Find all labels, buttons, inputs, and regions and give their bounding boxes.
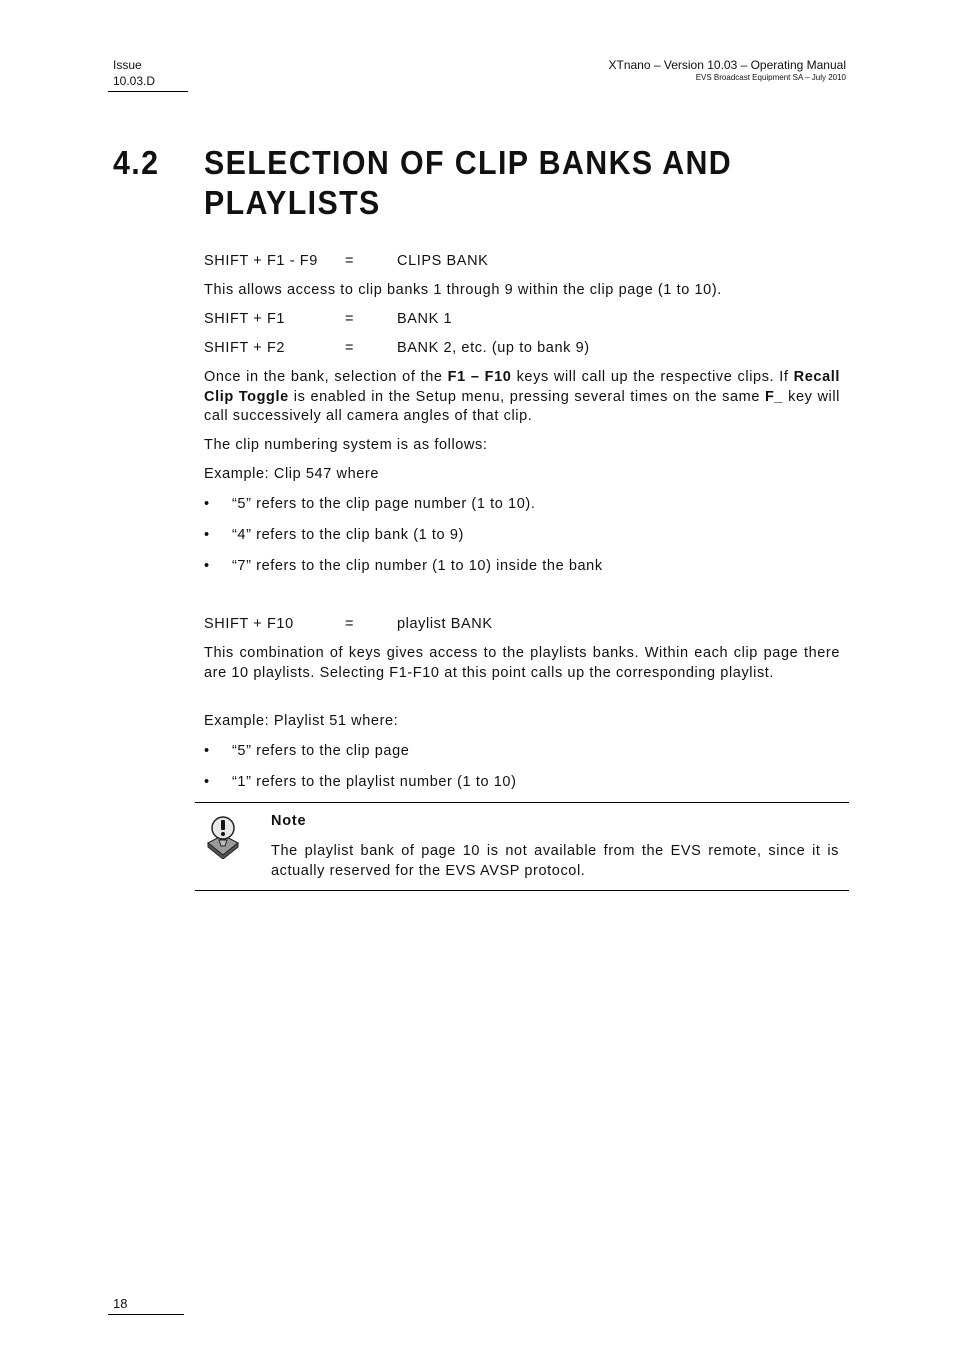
note-bottom-rule <box>195 890 849 891</box>
section-title: SELECTION OF CLIP BANKS AND PLAYLISTS <box>204 144 733 221</box>
shortcut-clips-bank <box>204 252 840 272</box>
bullet-text: “1” refers to the playlist number (1 to 10) <box>232 774 517 790</box>
bullet-icon: • <box>204 558 210 574</box>
shortcut-bank-2 <box>204 339 840 359</box>
header-right <box>609 57 847 83</box>
list-item <box>204 773 840 793</box>
para-text: keys will call up the respective clips. If <box>511 369 794 385</box>
shortcut-eq: = <box>345 340 355 356</box>
list-item <box>204 526 840 546</box>
para-text: Once in the bank, selection of the <box>204 369 448 385</box>
note-title: Note <box>271 813 307 829</box>
list-item <box>204 495 840 515</box>
note-top-rule <box>195 802 849 803</box>
header-left-rule <box>108 91 188 92</box>
bullet-icon: • <box>204 743 210 759</box>
shortcut-key: SHIFT + F1 <box>204 311 286 327</box>
clips-bank-description: This allows access to clip banks 1 through 9 within the clip page (1 to 10). <box>204 282 722 298</box>
note-text: The playlist bank of page 10 is not available from the EVS remote, since it is actually reserved for the EVS AVSP protocol. <box>271 843 839 879</box>
bank-usage-paragraph <box>204 368 840 427</box>
shortcut-playlist-bank <box>204 615 840 635</box>
bullet-text: “4” refers to the clip bank (1 to 9) <box>232 527 464 543</box>
bullet-icon: • <box>204 496 210 512</box>
shortcut-value: BANK 1 <box>397 311 453 327</box>
para-text: key will call successively all camera angles of that clip. <box>204 388 840 424</box>
page-number: 18 <box>113 1296 128 1311</box>
bullet-icon: • <box>204 774 210 790</box>
list-item <box>204 557 840 577</box>
para-bold-key: F_ <box>765 388 784 405</box>
shortcut-eq: = <box>345 616 355 632</box>
shortcut-eq: = <box>345 311 355 327</box>
para-text: is enabled in the Setup menu, pressing several times on the same <box>288 388 765 405</box>
shortcut-value: CLIPS BANK <box>397 253 489 269</box>
note-exclamation-icon <box>204 813 242 859</box>
playlist-example: Example: Playlist 51 where: <box>204 713 399 729</box>
footer-rule <box>108 1314 184 1315</box>
bullet-text: “5” refers to the clip page number (1 to 10). <box>232 496 536 512</box>
numbering-intro: The clip numbering system is as follows: <box>204 437 488 453</box>
shortcut-key: SHIFT + F10 <box>204 616 294 632</box>
bullet-icon: • <box>204 527 210 543</box>
section-number: 4.2 <box>113 144 160 181</box>
shortcut-key: SHIFT + F1 - F9 <box>204 253 318 269</box>
para-bold-keys: F1 – F10 <box>447 369 512 385</box>
shortcut-key: SHIFT + F2 <box>204 340 286 356</box>
clip-example: Example: Clip 547 where <box>204 466 379 482</box>
playlist-description: This combination of keys gives access to the playlists banks. Within each clip page there are 10 playlists. Selecting F1-F10 at this point calls up the corresponding playlist. <box>204 645 840 681</box>
shortcut-value: BANK 2, etc. (up to bank 9) <box>397 340 590 356</box>
shortcut-value: playlist BANK <box>397 616 493 632</box>
bullet-text: “5” refers to the clip page <box>232 743 410 759</box>
para-bold-setting: Recall Clip Toggle <box>204 369 840 405</box>
issue-label: Issue <box>113 58 142 72</box>
bullet-text: “7” refers to the clip number (1 to 10) inside the bank <box>232 558 603 574</box>
publisher: EVS Broadcast Equipment SA – July 2010 <box>695 73 846 82</box>
shortcut-bank-1 <box>204 310 840 330</box>
issue-number: 10.03.D <box>113 74 156 88</box>
shortcut-eq: = <box>345 253 355 269</box>
manual-title: XTnano – Version 10.03 – Operating Manual <box>608 58 846 72</box>
header-issue <box>113 57 155 89</box>
list-item <box>204 742 840 762</box>
